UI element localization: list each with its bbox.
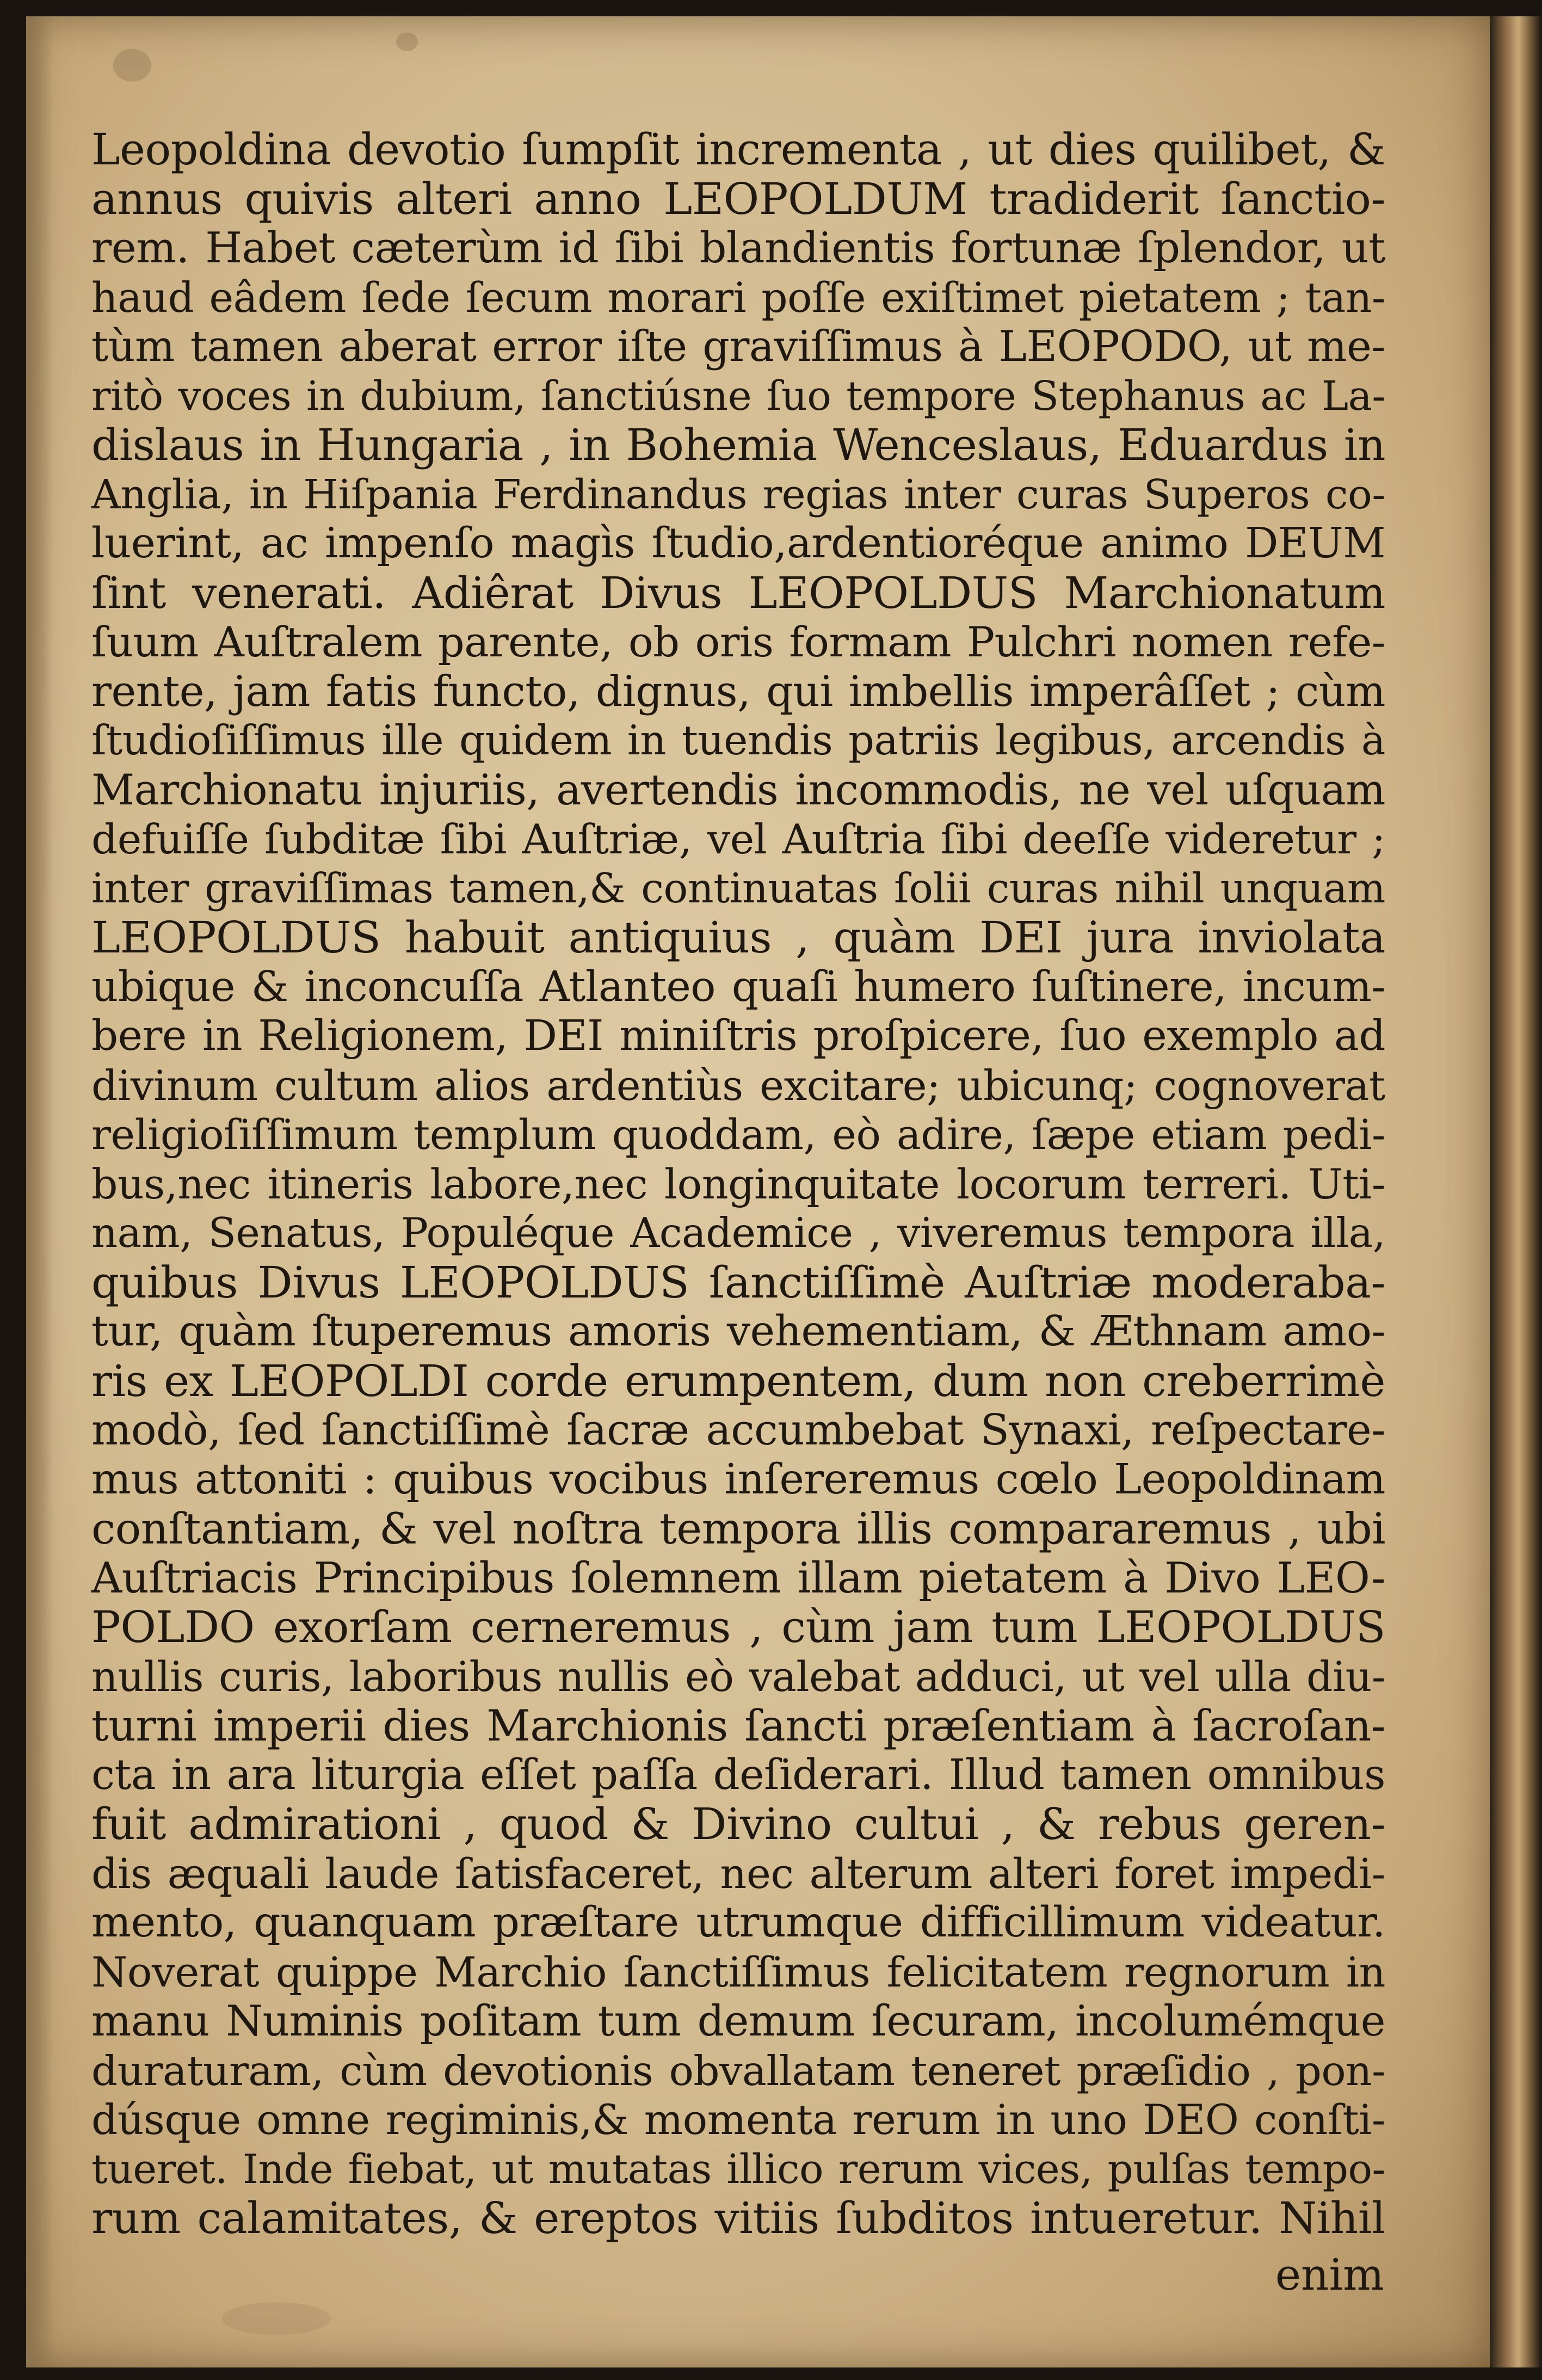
catchword: enim bbox=[1275, 2249, 1384, 2300]
text-line: Anglia, in Hiſpania Ferdinandus regias inter curas Superos co- bbox=[91, 470, 1385, 518]
text-line: nam, Senatus, Populéque Academice , viveremus tempora illa, bbox=[91, 1209, 1385, 1257]
text-line: ſuum Auſtralem parente, ob oris formam Pulchri nomen refe- bbox=[91, 618, 1385, 666]
text-line: religioſiſſimum templum quoddam, eò adire, ſæpe etiam pedi- bbox=[91, 1111, 1385, 1159]
text-line: duraturam, cùm devotionis obvallatam teneret præſidio , pon- bbox=[91, 2046, 1385, 2095]
text-line: LEOPOLDUS habuit antiquius , quàm DEI jura inviolata bbox=[91, 912, 1385, 963]
text-line: ſtudioſiſſimus ille quidem in tuendis patriis legibus, arcendis à bbox=[91, 717, 1385, 764]
text-line: fuit admirationi , quod & Divino cultui , & rebus geren- bbox=[91, 1799, 1385, 1849]
text-line: manu Numinis poſitam tum demum ſecuram, incolumémque bbox=[91, 1997, 1385, 2046]
text-line: mus attoniti : quibus vocibus inſereremus cœlo Leopoldinam bbox=[91, 1455, 1385, 1504]
text-line: conſtantiam, & vel noſtra tempora illis compararemus , ubi bbox=[91, 1504, 1385, 1554]
text-line: Auſtriacis Principibus ſolemnem illam pietatem à Divo LEO- bbox=[91, 1553, 1385, 1603]
text-line: cta in ara liturgia eſſet paſſa deſiderari. Illud tamen omnibus bbox=[91, 1750, 1385, 1799]
text-line: bus,nec itineris labore,nec longinquitate locorum terreri. Uti- bbox=[91, 1160, 1385, 1208]
text-line: tùm tamen aberat error iſte graviſſimus à LEOPODO, ut me- bbox=[91, 322, 1385, 371]
text-line: ubique & inconcuſſa Atlanteo quaſi humero ſuſtinere, incum- bbox=[91, 962, 1385, 1011]
text-line: dislaus in Hungaria , in Bohemia Wenceslaus, Eduardus in bbox=[91, 420, 1385, 470]
text-line: Marchionatu injuriis, avertendis incommodis, ne vel uſquam bbox=[91, 765, 1385, 815]
faded-page-number-mark bbox=[222, 2302, 331, 2335]
text-line: annus quivis alteri anno LEOPOLDUM tradiderit ſanctio- bbox=[91, 173, 1385, 224]
text-line: Leopoldina devotio ſumpſit incrementa , ut dies quilibet, & bbox=[91, 124, 1385, 175]
text-line: POLDO exorſam cerneremus , cùm jam tum LEOPOLDUS bbox=[91, 1602, 1385, 1652]
text-line: rum calamitates, & ereptos vitiis ſubditos intueretur. Nihil bbox=[91, 2193, 1385, 2243]
text-line: inter graviſſimas tamen,& continuatas ſolii curas nihil unquam bbox=[91, 864, 1385, 912]
text-line: ris ex LEOPOLDI corde erumpentem, dum non creberrimè bbox=[91, 1355, 1385, 1406]
text-line: mento, quanquam præſtare utrumque difficillimum videatur. bbox=[91, 1898, 1385, 1947]
text-line: rem. Habet cæterùm id ſibi blandientis fortunæ ſplendor, ut bbox=[91, 224, 1385, 273]
text-line: haud eâdem ſede ſecum morari poſſe exiſtimet pietatem ; tan- bbox=[91, 273, 1385, 322]
text-line: ritò voces in dubium, ſanctiúsne ſuo tempore Stephanus ac La- bbox=[91, 372, 1385, 420]
text-line: dúsque omne regiminis,& momenta rerum in uno DEO conſti- bbox=[91, 2096, 1385, 2144]
text-line: quibus Divus LEOPOLDUS ſanctiſſimè Auſtriæ moderaba- bbox=[91, 1257, 1385, 1308]
text-line: ſint venerati. Adiêrat Divus LEOPOLDUS Marchionatum bbox=[91, 567, 1385, 618]
text-line: modò, ſed ſanctiſſimè ſacræ accumbebat Synaxi, reſpectare- bbox=[91, 1406, 1385, 1455]
text-line: tueret. Inde fiebat, ut mutatas illico rerum vices, pulſas tempo- bbox=[91, 2145, 1385, 2193]
text-line: tur, quàm ſtuperemus amoris vehementiam, & Æthnam amo- bbox=[91, 1307, 1385, 1356]
text-line: divinum cultum alios ardentiùs excitare; ubicunq; cognoverat bbox=[91, 1061, 1385, 1110]
ink-stain bbox=[113, 49, 151, 82]
text-line: turni imperii dies Marchionis ſancti præſentiam à ſacroſan- bbox=[91, 1701, 1385, 1751]
body-text bbox=[91, 125, 1385, 2243]
text-line: luerint, ac impenſo magìs ſtudio,ardentioréque animo DEUM bbox=[91, 519, 1385, 568]
text-line: rente, jam fatis functo, dignus, qui imbellis imperâſſet ; cùm bbox=[91, 667, 1385, 716]
text-line: Noverat quippe Marchio ſanctiſſimus felicitatem regnorum in bbox=[91, 1948, 1385, 1996]
text-line: bere in Religionem, DEI miniſtris proſpicere, ſuo exemplo ad bbox=[91, 1012, 1385, 1060]
text-line: dis æquali laude ſatisfaceret, nec alterum alteri foret impedi- bbox=[91, 1849, 1385, 1898]
ink-stain bbox=[396, 33, 418, 51]
text-line: defuiſſe ſubditæ ſibi Auſtriæ, vel Auſtria ſibi deeſſe videretur ; bbox=[91, 815, 1385, 863]
text-line: nullis curis, laboribus nullis eò valebat adduci, ut vel ulla diu- bbox=[91, 1652, 1385, 1701]
adjacent-page-edge bbox=[1490, 16, 1542, 2367]
